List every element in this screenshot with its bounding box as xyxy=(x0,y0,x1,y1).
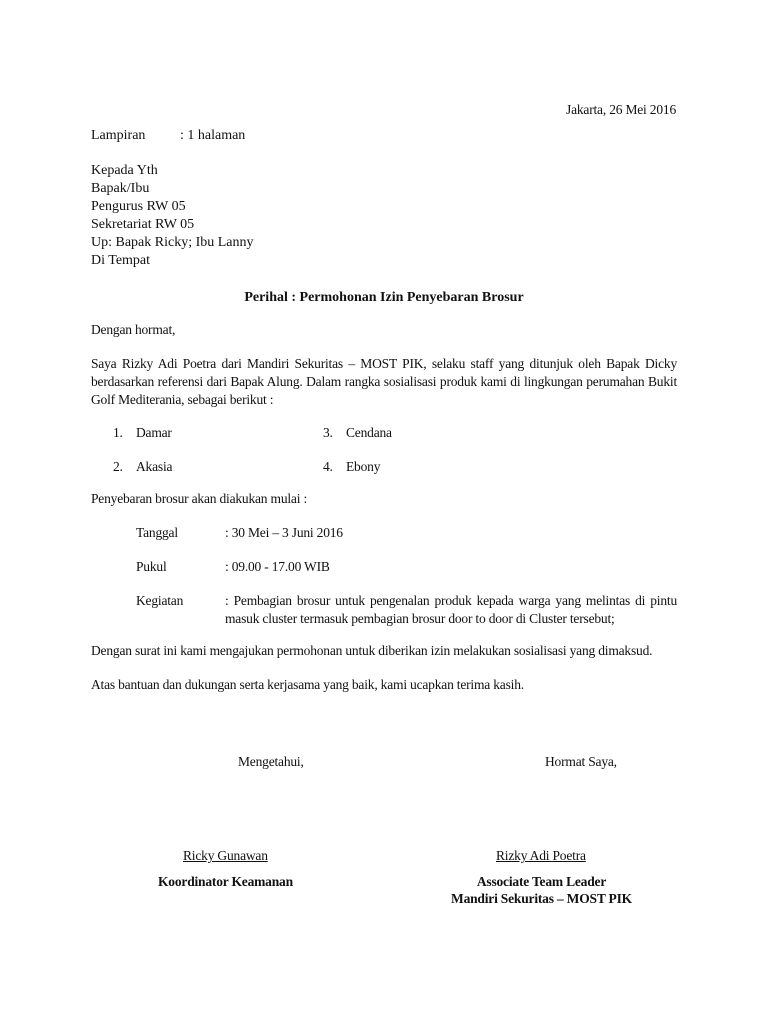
recipient-line: Up: Bapak Ricky; Ibu Lanny xyxy=(91,235,254,250)
letter-date: Jakarta, 26 Mei 2016 xyxy=(566,102,676,117)
cluster-number: 4. xyxy=(323,459,333,474)
cluster-number: 1. xyxy=(113,425,123,440)
signature-right-company: Mandiri Sekuritas – MOST PIK xyxy=(451,891,632,906)
schedule-intro: Penyebaran brosur akan diakukan mulai : xyxy=(91,491,308,506)
schedule-value-tanggal: : 30 Mei – 3 Juni 2016 xyxy=(225,525,343,540)
signature-left-name: Ricky Gunawan xyxy=(183,848,268,863)
lampiran-value: : 1 halaman xyxy=(180,128,246,143)
lampiran-label: Lampiran xyxy=(91,128,146,143)
signature-right-heading: Hormat Saya, xyxy=(545,754,617,769)
closing-paragraph: Atas bantuan dan dukungan serta kerjasama yang baik, kami ucapkan terima kasih. xyxy=(91,677,524,692)
recipient-line: Pengurus RW 05 xyxy=(91,199,186,214)
schedule-value-pukul: : 09.00 - 17.00 WIB xyxy=(225,559,330,574)
recipient-line: Sekretariat RW 05 xyxy=(91,217,195,232)
signature-right-name: Rizky Adi Poetra xyxy=(496,848,586,863)
signature-right-title: Associate Team Leader xyxy=(476,874,607,889)
cluster-name: Ebony xyxy=(346,459,381,474)
cluster-name: Akasia xyxy=(136,459,173,474)
recipient-line: Bapak/Ibu xyxy=(91,181,150,196)
schedule-label-pukul: Pukul xyxy=(136,559,167,574)
recipient-line: Di Tempat xyxy=(91,253,151,268)
letter-subject: Perihal : Permohonan Izin Penyebaran Brosur xyxy=(244,290,524,305)
schedule-label-tanggal: Tanggal xyxy=(136,525,178,540)
greeting: Dengan hormat, xyxy=(91,322,176,337)
request-paragraph: Dengan surat ini kami mengajukan permohonan untuk diberikan izin melakukan sosialisasi yang dimaksud. xyxy=(91,643,653,658)
cluster-number: 3. xyxy=(323,425,333,440)
cluster-name: Damar xyxy=(136,425,172,440)
signature-left-heading: Mengetahui, xyxy=(238,754,304,769)
cluster-number: 2. xyxy=(113,459,123,474)
schedule-value-kegiatan: : Pembagian brosur untuk pengenalan produk kepada warga yang melintas di pintu masuk cluster termasuk pembagian brosur door to door di Cluster tersebut; xyxy=(225,593,677,626)
intro-paragraph: Saya Rizky Adi Poetra dari Mandiri Sekuritas – MOST PIK, selaku staff yang ditunjuk oleh Bapak Dicky berdasarkan referensi dari Bapak Alung. Dalam rangka sosialisasi produk kami di lingkungan perumahan Bukit Golf Mediterania, sebagai berikut : xyxy=(91,356,677,407)
cluster-name: Cendana xyxy=(346,425,392,440)
recipient-line: Kepada Yth xyxy=(91,163,158,178)
schedule-label-kegiatan: Kegiatan xyxy=(136,593,184,608)
signature-left-title: Koordinator Keamanan xyxy=(158,874,293,889)
